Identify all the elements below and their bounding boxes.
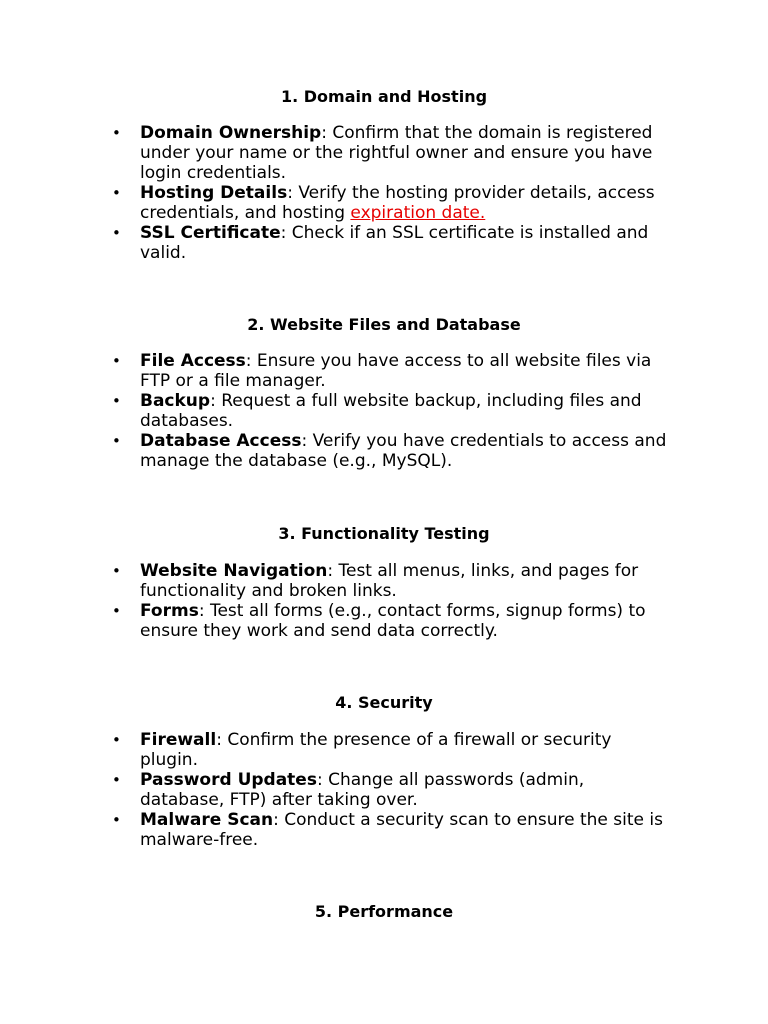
item-term: File Access [140, 351, 246, 371]
section-heading-performance: 5. Performance [314, 902, 454, 921]
item-text: : Request a full website backup, including files and databases. [140, 391, 642, 431]
item-term: Hosting Details [140, 183, 288, 203]
item-text: : Test all forms (e.g., contact forms, signup forms) to ensure they work and send data correctly. [140, 601, 646, 641]
item-term: Firewall [140, 730, 217, 750]
list-item-website-navigation [110, 561, 670, 601]
list-item-firewall [110, 730, 670, 770]
list-item-domain-ownership [110, 123, 670, 183]
section-list-security [110, 730, 670, 850]
item-text: : Verify the hosting provider details, access credentials, and hosting [140, 183, 655, 223]
section-list-files-database [110, 351, 670, 471]
section-heading-security: 4. Security [335, 693, 433, 712]
item-term: Password Updates [140, 770, 317, 790]
section-heading-domain-hosting: 1. Domain and Hosting [280, 87, 488, 106]
item-text: : Ensure you have access to all website files via FTP or a file manager. [140, 351, 652, 391]
item-term: Website Navigation [140, 561, 328, 581]
list-item-forms [110, 601, 670, 641]
item-text: : Change all passwords (admin, database, FTP) after taking over. [140, 770, 585, 810]
item-term: Malware Scan [140, 810, 274, 830]
item-term: Forms [140, 601, 199, 621]
list-item-ssl-certificate [110, 223, 670, 263]
item-text: : Check if an SSL certificate is installed and valid. [140, 223, 649, 263]
expiration-date-link[interactable]: expiration date. [350, 203, 486, 223]
list-item-password-updates [110, 770, 670, 810]
list-item-file-access [110, 351, 670, 391]
item-text: : Conduct a security scan to ensure the site is malware-free. [140, 810, 663, 850]
list-item-hosting-details [110, 183, 670, 223]
item-text: : Verify you have credentials to access and manage the database (e.g., MySQL). [140, 431, 667, 471]
list-item-malware-scan [110, 810, 670, 850]
section-list-functionality-testing [110, 561, 670, 641]
list-item-database-access [110, 431, 670, 471]
section-heading-functionality-testing: 3. Functionality Testing [278, 524, 490, 543]
item-term: Backup [140, 391, 211, 411]
item-text: : Test all menus, links, and pages for functionality and broken links. [140, 561, 639, 601]
section-list-domain-hosting [110, 123, 670, 263]
list-item-backup [110, 391, 670, 431]
section-heading-files-database: 2. Website Files and Database [247, 315, 521, 334]
item-term: Domain Ownership [140, 123, 322, 143]
item-text: : Confirm the presence of a firewall or security plugin. [140, 730, 612, 770]
item-text: : Confirm that the domain is registered under your name or the rightful owner and ensure you have login credentials. [140, 123, 653, 183]
item-term: Database Access [140, 431, 302, 451]
item-term: SSL Certificate [140, 223, 281, 243]
